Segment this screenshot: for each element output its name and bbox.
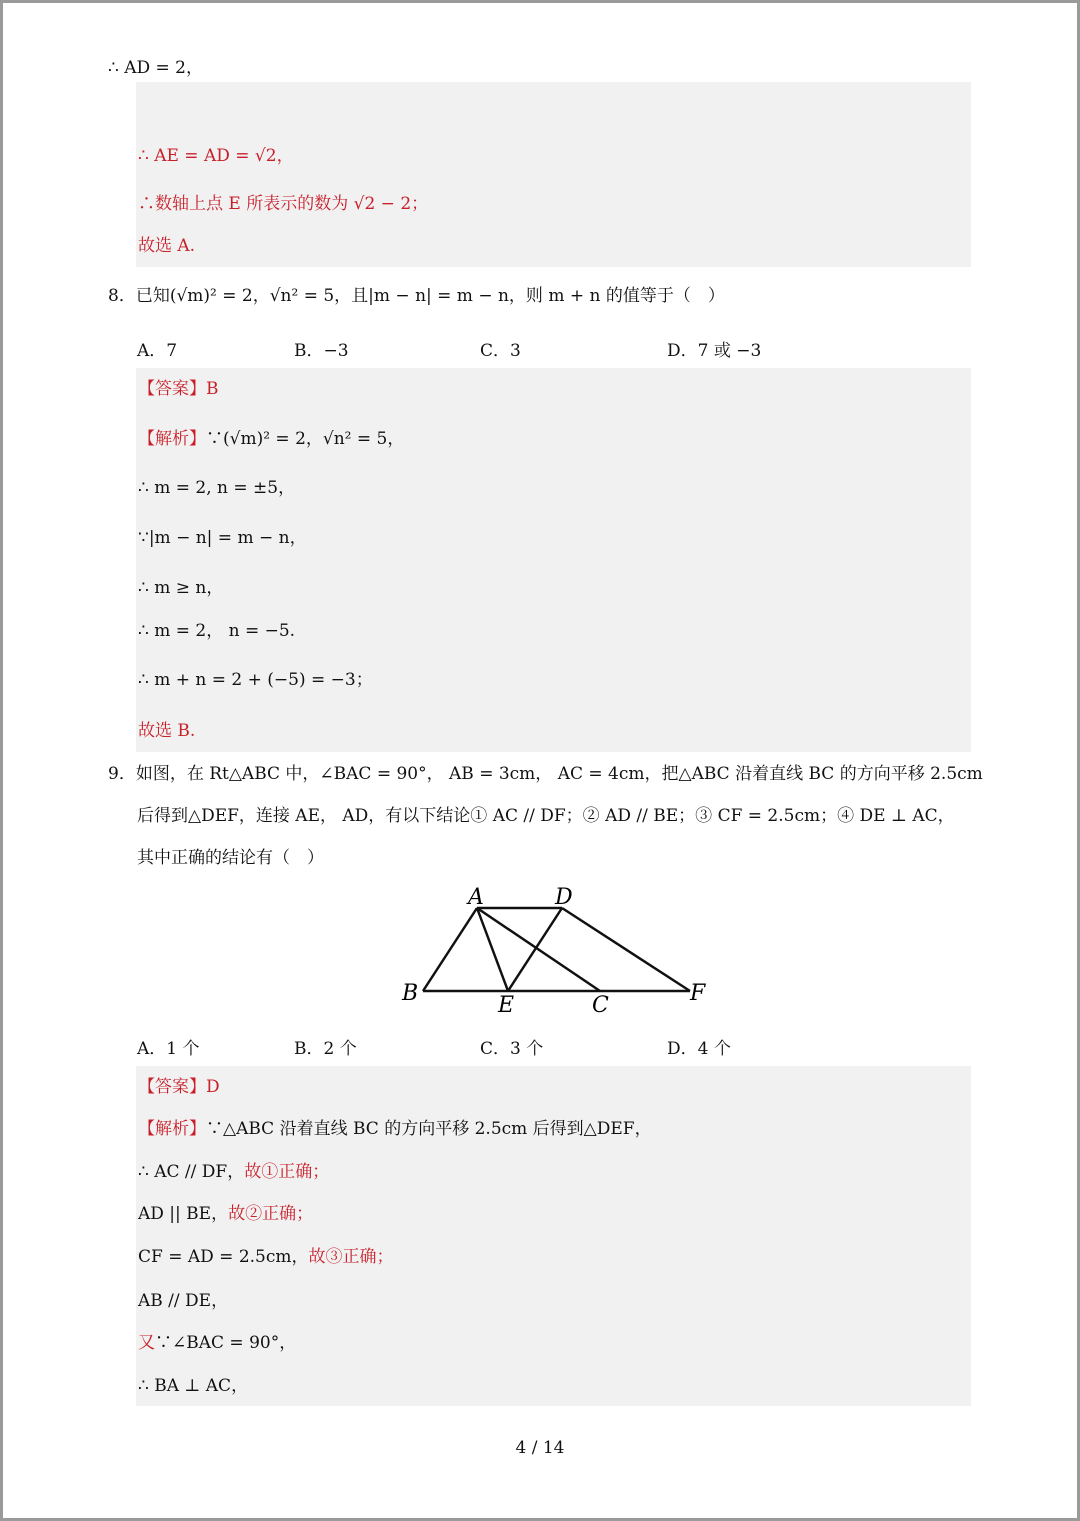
box3-line6: ∴ BA ⊥ AC， bbox=[138, 1376, 249, 1396]
q9-option-b: B．2 个 bbox=[294, 1039, 357, 1059]
label-b: B bbox=[402, 981, 419, 1006]
box2-line4: ∴ m = 2， n = −5. bbox=[138, 621, 296, 641]
box2-line3: ∴ m ≥ n， bbox=[138, 578, 224, 598]
q9-option-d: D．4 个 bbox=[667, 1039, 731, 1059]
q9-option-c: C．3 个 bbox=[480, 1039, 544, 1059]
box1-line1: ∴ AE = AD = √2， bbox=[138, 146, 294, 166]
q8-option-b: B．−3 bbox=[294, 341, 349, 361]
box3-analysis: 【解析】∵△ABC 沿着直线 BC 的方向平移 2.5cm 后得到△DEF， bbox=[138, 1119, 652, 1139]
solution-box-7 bbox=[136, 82, 971, 267]
label-e: E bbox=[498, 993, 515, 1018]
top-line-ad: ∴ AD = 2， bbox=[108, 58, 203, 78]
box3-line1: ∴ AC // DF，故①正确； bbox=[138, 1162, 330, 1182]
box3-answer: 【答案】D bbox=[138, 1077, 220, 1097]
box1-line3: 故选 A. bbox=[138, 236, 196, 256]
box3-line2: AD || BE，故②正确； bbox=[138, 1204, 314, 1224]
box3-line5: 又∵∠BAC = 90°， bbox=[138, 1333, 297, 1353]
label-d: D bbox=[555, 885, 573, 910]
box2-line5: ∴ m + n = 2 + (−5) = −3； bbox=[138, 670, 373, 690]
box2-analysis: 【解析】∵(√m)² = 2，√n² = 5， bbox=[138, 429, 405, 449]
box3-line4: AB // DE， bbox=[138, 1291, 229, 1311]
q8-option-a: A．7 bbox=[137, 341, 178, 361]
page-number: 4 / 14 bbox=[515, 1438, 565, 1458]
q8-stem: 8．已知(√m)² = 2，√n² = 5，且|m − n| = m − n，则 m + n 的值等于（ ） bbox=[108, 286, 725, 306]
box2-line6: 故选 B. bbox=[138, 721, 196, 741]
segment-ae bbox=[477, 908, 508, 991]
label-c: C bbox=[592, 993, 609, 1018]
q9-line2: 后得到△DEF，连接 AE， AD，有以下结论① AC // DF；② AD // BE；③ CF = 2.5cm；④ DE ⊥ AC， bbox=[137, 806, 955, 826]
q8-option-d: D．7 或 −3 bbox=[667, 341, 762, 361]
box3-line3: CF = AD = 2.5cm，故③正确； bbox=[138, 1247, 394, 1267]
box1-line2: ∴数轴上点 E 所表示的数为 √2 − 2； bbox=[138, 194, 429, 214]
q9-line3: 其中正确的结论有（ ） bbox=[137, 848, 324, 868]
box2-line1: ∴ m = 2, n = ±5， bbox=[138, 478, 296, 498]
q9-figure bbox=[390, 880, 720, 1020]
solution-box-8 bbox=[136, 368, 971, 752]
q9-option-a: A．1 个 bbox=[137, 1039, 200, 1059]
box2-line2: ∵|m − n| = m − n， bbox=[138, 528, 307, 548]
segment-de bbox=[508, 908, 562, 991]
label-f: F bbox=[690, 981, 706, 1006]
label-a: A bbox=[468, 885, 484, 910]
box2-answer: 【答案】B bbox=[138, 379, 219, 399]
q8-option-c: C．3 bbox=[480, 341, 521, 361]
q9-line1: 9．如图，在 Rt△ABC 中，∠BAC = 90°， AB = 3cm， AC = 4cm，把△ABC 沿着直线 BC 的方向平移 2.5cm bbox=[108, 764, 983, 784]
segment-ab bbox=[423, 908, 477, 991]
